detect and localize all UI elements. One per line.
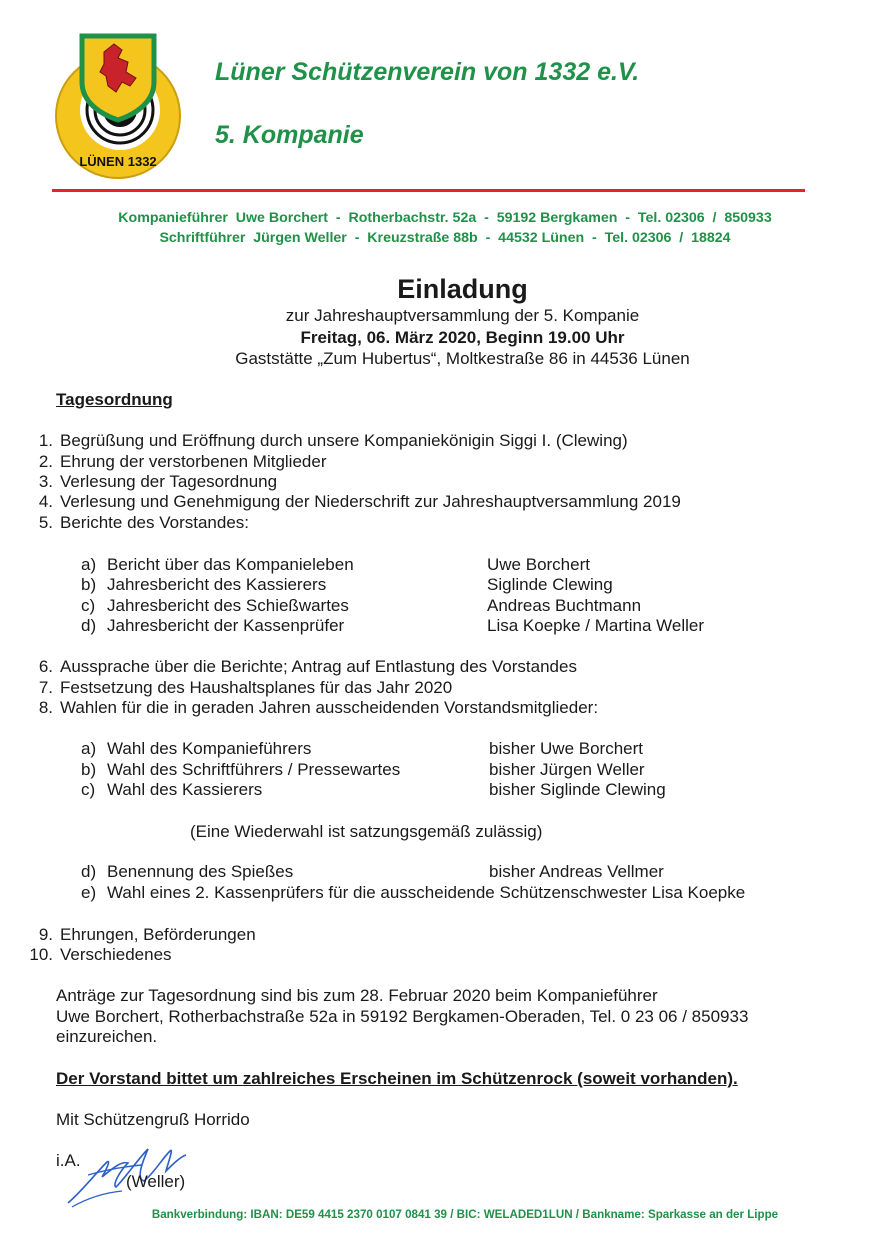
list-item: 7. Festsetzung des Haushaltsplanes für das Jahr 2020 — [38, 678, 453, 697]
bank-details: Bankverbindung: IBAN: DE59 4415 2370 0107 0841 39 / BIC: WELADED1LUN / Bankname: Sparkasse an der Lippe — [151, 1208, 779, 1221]
list-item: 10. Verschiedenes — [29, 945, 172, 964]
list-item: 6. Aussprache über die Berichte; Antrag auf Entlastung des Vorstandes — [38, 657, 577, 676]
contact-line-secretary: Schriftführer Jürgen Weller - Kreuzstraße 88b - 44532 Lünen - Tel. 02306 / 18824 — [159, 230, 731, 246]
report-item: a) Bericht über das Kompanieleben — [81, 555, 354, 574]
motion-text: Uwe Borchert, Rotherbachstraße 52a in 59192 Bergkamen-Oberaden, Tel. 0 23 06 / 850933 — [56, 1007, 749, 1026]
page-title: Einladung — [397, 274, 528, 304]
election-item: b) Wahl des Schriftführers / Pressewartes — [81, 760, 401, 779]
invitation-subtitle: zur Jahreshauptversammlung der 5. Kompanie — [285, 306, 640, 325]
agenda-heading: Tagesordnung — [56, 390, 173, 409]
election-item: d) Benennung des Spießes — [81, 862, 294, 881]
election-item: a) Wahl des Kompanieführers — [81, 739, 312, 758]
list-item: 1. Begrüßung und Eröffnung durch unsere Kompaniekönigin Siggi I. (Clewing) — [38, 431, 628, 450]
report-item: b) Jahresbericht des Kassierers — [81, 575, 327, 594]
election-person: bisher Andreas Vellmer — [489, 862, 664, 881]
election-person: bisher Siglinde Clewing — [489, 780, 666, 799]
report-person: Uwe Borchert — [487, 555, 590, 574]
invitation-date: Freitag, 06. März 2020, Beginn 19.00 Uhr — [300, 328, 625, 347]
reelection-note: (Eine Wiederwahl ist satzungsgemäß zulässig) — [190, 822, 543, 841]
appeal-text: Der Vorstand bittet um zahlreiches Erscheinen im Schützenrock (soweit vorhanden). — [56, 1069, 738, 1088]
header-rule — [52, 189, 805, 192]
list-item: 9. Ehrungen, Beförderungen — [38, 925, 256, 944]
logo-text: LÜNEN 1332 — [79, 154, 157, 169]
club-name: Lüner Schützenverein von 1332 e.V. — [215, 58, 640, 86]
election-person: bisher Uwe Borchert — [489, 739, 644, 758]
list-item: 2. Ehrung der verstorbenen Mitglieder — [38, 452, 327, 471]
club-logo — [52, 30, 184, 180]
list-item: 5. Berichte des Vorstandes: — [38, 513, 250, 532]
signer-name: (Weller) — [126, 1172, 186, 1191]
report-item: c) Jahresbericht des Schießwartes — [81, 596, 349, 615]
report-item: d) Jahresbericht der Kassenprüfer — [81, 616, 345, 635]
report-person: Andreas Buchtmann — [487, 596, 642, 615]
election-item: c) Wahl des Kassierers — [81, 780, 263, 799]
election-item: e) Wahl eines 2. Kassenprüfers für die ausscheidende Schützenschwester Lisa Koepke — [81, 883, 746, 902]
company-name: 5. Kompanie — [215, 121, 364, 149]
motion-text: Anträge zur Tagesordnung sind bis zum 28. Februar 2020 beim Kompanieführer — [56, 986, 658, 1005]
ia-text: i.A. — [56, 1151, 81, 1170]
invitation-venue: Gaststätte „Zum Hubertus“, Moltkestraße 86 in 44536 Lünen — [235, 349, 690, 368]
list-item: 8. Wahlen für die in geraden Jahren ausscheidenden Vorstandsmitglieder: — [38, 698, 599, 717]
motion-text: einzureichen. — [56, 1027, 158, 1046]
report-person: Siglinde Clewing — [487, 575, 613, 594]
greeting-text: Mit Schützengruß Horrido — [56, 1110, 250, 1129]
election-person: bisher Jürgen Weller — [489, 760, 645, 779]
list-item: 3. Verlesung der Tagesordnung — [38, 472, 278, 491]
list-item: 4. Verlesung und Genehmigung der Niederschrift zur Jahreshauptversammlung 2019 — [38, 492, 681, 511]
contact-line-leader: Kompanieführer Uwe Borchert - Rotherbachstr. 52a - 59192 Bergkamen - Tel. 02306 / 850933 — [118, 210, 772, 226]
report-person: Lisa Koepke / Martina Weller — [487, 616, 705, 635]
